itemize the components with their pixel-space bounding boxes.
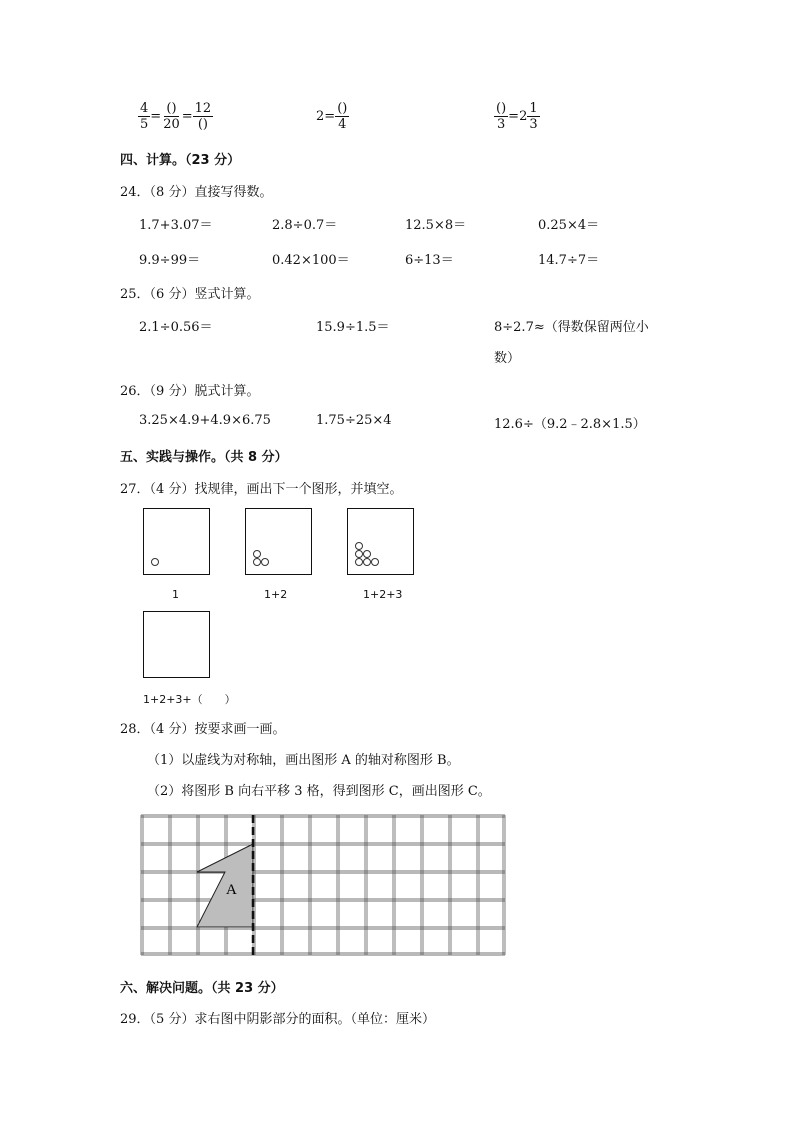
question-24-prompt: 24．（8 分）直接写得数。 — [120, 185, 273, 200]
question-26-prompt: 26．（9 分）脱式计算。 — [120, 384, 260, 399]
grid-lines — [141, 815, 505, 955]
question-25-prompt: 25．（6 分）竖式计算。 — [120, 287, 260, 302]
fraction: $\frac{()}{20}$ — [163, 101, 180, 132]
calc-item: 0.42×100＝ — [272, 253, 350, 268]
calc-item: 0.25×4＝ — [538, 218, 600, 233]
fraction-equation-3: $\frac{()}{3}$ = 2 $\frac{1}{3}$ — [496, 101, 538, 132]
calc-item: 12.6÷（9.2﹣2.8×1.5） — [494, 417, 646, 432]
circle-pattern — [143, 508, 210, 575]
question-28-prompt: 28．（4 分）按要求画一画。 — [120, 722, 286, 737]
pattern-label: 1+2 — [264, 588, 288, 601]
fraction-equation-2: 2 = $\frac{()}{4}$ — [316, 101, 348, 132]
circle-pattern — [245, 508, 312, 575]
question-27-prompt: 27．（4 分）找规律，画出下一个图形，并填空。 — [120, 482, 403, 497]
fraction: $\frac{4}{5}$ — [140, 101, 149, 132]
section-title: 五、实践与操作。（共 8 分） — [120, 450, 288, 465]
section-title: 四、计算。（23 分） — [120, 153, 241, 168]
pattern-box-4-empty[interactable] — [143, 611, 210, 678]
calc-item: 6÷13＝ — [405, 253, 454, 268]
calc-item: 2.1÷0.56＝ — [139, 320, 213, 335]
shape-a-label: A — [226, 882, 237, 898]
calc-item-continued: 数） — [494, 351, 521, 366]
calc-item: 3.25×4.9+4.9×6.75 — [139, 413, 271, 428]
pattern-label-answer: 1+2+3+（ ） — [143, 693, 236, 706]
question-29-prompt: 29．（5 分）求右图中阴影部分的面积。（单位：厘米） — [120, 1012, 435, 1027]
pattern-label: 1 — [172, 588, 179, 601]
calc-item: 15.9÷1.5＝ — [316, 320, 390, 335]
pattern-label: 1+2+3 — [363, 588, 403, 601]
fraction: $\frac{12}{()}$ — [194, 101, 212, 132]
calc-item: 1.75÷25×4 — [316, 413, 392, 428]
circle-pattern — [347, 508, 414, 575]
fraction: $\frac{()}{4}$ — [337, 101, 348, 132]
section-title: 六、解决问题。（共 23 分） — [120, 981, 284, 996]
calc-item: 14.7÷7＝ — [538, 253, 600, 268]
calc-item: 12.5×8＝ — [405, 218, 467, 233]
pattern-box-3 — [347, 508, 414, 575]
fraction: $\frac{()}{3}$ — [496, 101, 507, 132]
question-28-sub1: （1）以虚线为对称轴，画出图形 A 的轴对称图形 B。 — [147, 753, 460, 768]
fraction: $\frac{1}{3}$ — [529, 101, 538, 132]
fraction-equation-1: $\frac{4}{5}$ = $\frac{()}{20}$ = $\frac{12}{()}$ — [140, 101, 212, 132]
drawing-grid[interactable] — [140, 814, 508, 958]
calc-item: 8÷2.7≈（得数保留两位小 — [494, 320, 649, 335]
calc-item: 9.9÷99＝ — [139, 253, 201, 268]
calc-item: 2.8÷0.7＝ — [272, 218, 338, 233]
calc-item: 1.7+3.07＝ — [139, 218, 213, 233]
question-28-sub2: （2）将图形 B 向右平移 3 格，得到图形 C，画出图形 C。 — [147, 784, 491, 799]
pattern-box-1 — [143, 508, 210, 575]
pattern-box-2 — [245, 508, 312, 575]
